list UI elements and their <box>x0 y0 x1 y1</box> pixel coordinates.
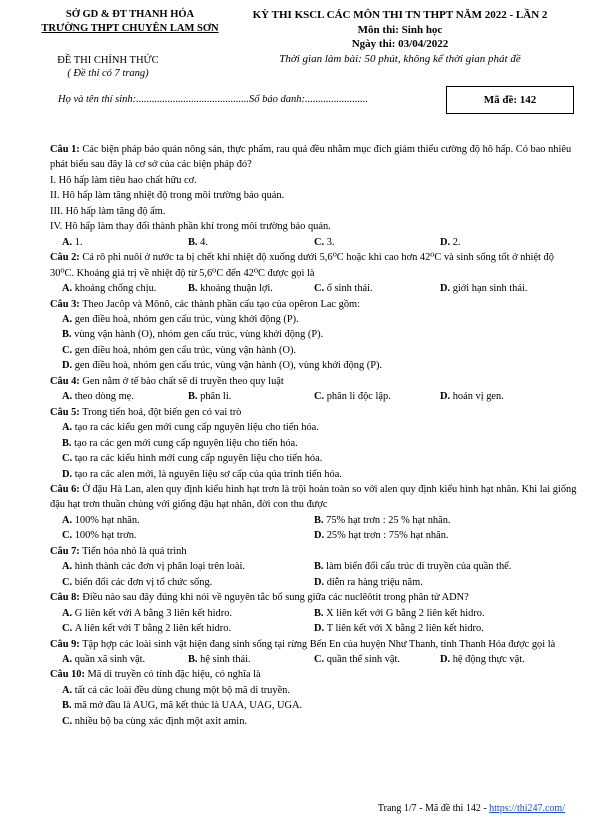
answer-option <box>50 714 578 729</box>
option-text: khoảng chống chịu. <box>74 283 157 295</box>
option-letter: C. <box>314 653 325 665</box>
option-letter: C. <box>62 453 73 465</box>
options-row <box>50 281 578 296</box>
answer-option <box>50 358 578 373</box>
answer-option <box>50 343 578 358</box>
school-name: TRƯỜNG THPT CHUYÊN LAM SƠN <box>41 23 219 34</box>
question-1 <box>50 142 578 173</box>
option-text: quần xã sinh vật. <box>74 653 146 665</box>
exam-title: KỲ THI KSCL CÁC MÔN THI TN THPT NĂM 2022 - LẦN 2 <box>252 9 548 21</box>
option-text: 25% hạt trơn : 75% hạt nhăn. <box>326 530 449 542</box>
option-letter: B. <box>62 437 72 449</box>
answer-option <box>62 281 188 296</box>
answer-option <box>50 683 578 698</box>
option-letter: C. <box>62 344 73 356</box>
answer-option <box>314 528 566 543</box>
question-6 <box>50 482 578 513</box>
option-text: hoán vị gen. <box>452 391 504 403</box>
question-number: Câu 8: <box>50 592 80 604</box>
question-3 <box>50 297 578 312</box>
question-text: Các biện pháp bảo quản nông sản, thực phẩm, rau quả đều nhằm mục đích giảm thiểu cường độ hô hấp. Có bao nhiêu phát biểu sau đây là cơ sở của các biện pháp đó? <box>50 144 572 171</box>
options-row <box>50 621 578 636</box>
answer-option <box>50 327 578 342</box>
question-text: Ở đậu Hà Lan, alen quy định kiểu hình hạt trơn là trội hoàn toàn so với alen quy định kiểu hình hạt nhăn. Khi lai giống đậu hạt trơn thuần chủng với giống đậu hạt nhăn, đời con thu được <box>50 483 577 511</box>
question-number: Câu 10: <box>50 669 85 681</box>
answer-option <box>62 389 188 404</box>
answer-option <box>188 281 314 296</box>
exam-time: Thời gian làm bài: 50 phút, không kể thời gian phát đề <box>279 52 521 65</box>
question-7 <box>50 544 578 559</box>
option-text: vùng vận hành (O), nhóm gen cấu trúc, vùng khởi động (P). <box>74 329 324 341</box>
option-letter: C. <box>62 530 73 542</box>
exam-code-box <box>446 86 574 114</box>
answer-option <box>314 575 566 590</box>
statement: II. Hô hấp làm tăng nhiệt độ trong môi trường bảo quản. <box>50 190 285 202</box>
option-text: G liên kết với A bằng 3 liên kết hidro. <box>74 607 233 619</box>
option-text: X liên kết với G bằng 2 liên kết hidro. <box>326 607 485 619</box>
option-letter: D. <box>440 391 451 403</box>
option-text: 100% hạt trơn. <box>74 530 137 542</box>
answer-option <box>62 606 314 621</box>
option-text: tạo ra các gen mới cung cấp nguyên liệu cho tiến hóa. <box>74 437 298 449</box>
question-text: Tiến hóa nhỏ là quá trình <box>82 545 187 557</box>
option-text: hệ sinh thái. <box>200 653 251 665</box>
option-letter: A. <box>62 561 73 573</box>
option-letter: D. <box>440 236 451 248</box>
option-text: khoảng thuận lợi. <box>200 283 273 295</box>
question-number: Câu 4: <box>50 375 80 387</box>
option-text: 2. <box>452 236 461 248</box>
option-text: 75% hạt trơn : 25 % hạt nhăn. <box>326 514 451 526</box>
questions-list <box>50 142 578 729</box>
answer-option <box>50 698 578 713</box>
question-text: Theo Jacôp và Mônô, các thành phần cấu tạo của opêron Lac gồm: <box>82 298 360 310</box>
option-letter: D. <box>440 653 451 665</box>
question-number: Câu 6: <box>50 483 80 495</box>
statement: III. Hô hấp làm tăng độ ẩm. <box>50 205 166 217</box>
option-text: diễn ra hàng triệu năm. <box>326 576 423 588</box>
options-row <box>50 575 578 590</box>
options-row <box>50 235 578 250</box>
exam-code: Mã đề: 142 <box>483 94 537 106</box>
option-letter: B. <box>62 700 72 712</box>
option-letter: D. <box>314 530 325 542</box>
option-letter: D. <box>62 468 73 480</box>
options-row <box>50 606 578 621</box>
answer-option <box>188 652 314 667</box>
answer-option <box>50 436 578 451</box>
answer-option <box>50 312 578 327</box>
answer-option <box>62 513 314 528</box>
question-9 <box>50 637 578 652</box>
answer-option <box>440 281 566 296</box>
exam-date: Ngày thi: 03/04/2022 <box>351 38 449 50</box>
option-text: hình thành các đơn vị phân loại trên loài. <box>74 561 245 573</box>
answer-option <box>62 559 314 574</box>
option-letter: B. <box>188 283 198 295</box>
option-text: phân li độc lập. <box>326 391 391 403</box>
official-block <box>38 54 178 80</box>
option-text: tạo ra các kiểu gen mới cung cấp nguyên liệu cho tiến hóa. <box>74 422 319 434</box>
option-letter: A. <box>62 422 73 434</box>
answer-option <box>314 235 440 250</box>
answer-option <box>314 606 566 621</box>
option-text: 100% hạt nhăn. <box>74 514 140 526</box>
answer-option <box>314 621 566 636</box>
option-letter: D. <box>62 360 73 372</box>
option-letter: C. <box>62 715 73 727</box>
answer-option <box>50 451 578 466</box>
option-text: gen điều hoà, nhóm gen cấu trúc, vùng vận hành (O). <box>74 344 297 356</box>
option-letter: A. <box>62 607 73 619</box>
option-letter: B. <box>314 607 324 619</box>
question-5 <box>50 405 578 420</box>
option-text: làm biến đổi cấu trúc di truyền của quần thể. <box>326 561 512 573</box>
answer-option <box>62 652 188 667</box>
option-letter: B. <box>314 514 324 526</box>
option-text: 3. <box>326 236 335 248</box>
header-right <box>225 8 575 66</box>
option-text: ổ sinh thái. <box>326 283 373 295</box>
option-text: nhiều bộ ba cùng xác định một axit amin. <box>74 715 247 727</box>
answer-option <box>62 528 314 543</box>
option-letter: D. <box>314 623 325 635</box>
option-text: 4. <box>200 236 208 248</box>
options-row <box>50 513 578 528</box>
question-text: Tập hợp các loài sinh vật hiện đang sinh sống tại rừng Bến En của huyện Như Thanh, tỉnh Thanh Hóa được gọi là <box>82 638 556 650</box>
answer-option <box>440 652 566 667</box>
option-letter: A. <box>62 653 73 665</box>
question-number: Câu 9: <box>50 638 80 650</box>
answer-option <box>62 235 188 250</box>
option-letter: B. <box>188 391 198 403</box>
option-text: 1. <box>74 236 83 248</box>
answer-option <box>314 513 566 528</box>
answer-option <box>62 621 314 636</box>
question-text: Cá rô phi nuôi ở nước ta bị chết khi nhiệt độ xuống dưới 5,6⁰C hoặc khi cao hơn 42⁰C và sinh sống tốt ở nhiệt độ 30⁰C. Khoảng giá trị về nhiệt độ từ 5,6⁰C đến 42⁰C được gọi là <box>50 252 554 279</box>
answer-option <box>188 389 314 404</box>
answer-option <box>314 281 440 296</box>
answer-option <box>314 559 566 574</box>
option-letter: B. <box>188 236 198 248</box>
question-text: Trong tiến hoá, đột biến gen có vai trò <box>82 406 242 418</box>
question-number: Câu 7: <box>50 545 80 557</box>
options-row <box>50 389 578 404</box>
option-letter: A. <box>62 313 73 325</box>
option-letter: C. <box>62 576 73 588</box>
question-number: Câu 2: <box>50 252 80 264</box>
option-text: tạo ra các kiểu hình mới cung cấp nguyên liệu cho tiến hóa. <box>74 453 323 465</box>
answer-option <box>314 652 440 667</box>
question-8 <box>50 590 578 605</box>
option-text: mã mở đầu là AUG, mã kết thúc là UAA, UAG, UGA. <box>74 700 303 712</box>
answer-option <box>50 467 578 482</box>
option-text: gen điều hoà, nhóm gen cấu trúc, vùng khởi động (P). <box>74 313 299 325</box>
option-text: A liên kết với T bằng 2 liên kết hidro. <box>74 623 232 635</box>
question-number: Câu 3: <box>50 298 80 310</box>
option-letter: B. <box>188 653 198 665</box>
statement: IV. Hô hấp làm thay đổi thành phần khí trong môi trường bảo quản. <box>50 221 331 233</box>
question-number: Câu 5: <box>50 406 80 418</box>
option-letter: A. <box>62 514 73 526</box>
candidate-info-line: Họ và tên thí sinh:...........................................Số báo danh:........................ <box>58 94 369 105</box>
option-text: phân li. <box>200 391 232 403</box>
option-letter: B. <box>62 329 72 341</box>
option-text: tất cả các loài đều dùng chung một bộ mã di truyền. <box>74 684 290 696</box>
option-text: gen điều hoà, nhóm gen cấu trúc, vùng vận hành (O), vùng khởi động (P). <box>74 360 383 372</box>
answer-option <box>440 235 566 250</box>
option-letter: C. <box>62 623 73 635</box>
question-4 <box>50 374 578 389</box>
option-text: giới hạn sinh thái. <box>452 283 528 295</box>
question-10 <box>50 667 578 682</box>
page-count: ( Đề thi có 7 trang) <box>67 68 149 79</box>
option-letter: A. <box>62 236 73 248</box>
answer-option <box>188 235 314 250</box>
option-letter: D. <box>440 283 451 295</box>
official-label: ĐỀ THI CHÍNH THỨC <box>57 55 159 66</box>
question-2 <box>50 250 578 281</box>
option-text: hệ động thực vật. <box>452 653 525 665</box>
option-letter: C. <box>314 391 325 403</box>
option-text: quần thể sinh vật. <box>326 653 401 665</box>
footer-page: Trang 1/7 - Mã đề thi 142 - <box>377 803 490 814</box>
org-name: SỞ GD & ĐT THANH HÓA <box>65 9 195 20</box>
options-row <box>50 528 578 543</box>
header-left <box>30 8 230 36</box>
option-letter: C. <box>314 236 325 248</box>
option-letter: D. <box>314 576 325 588</box>
options-row <box>50 559 578 574</box>
option-letter: A. <box>62 391 73 403</box>
option-text: biến đổi các đơn vị tổ chức sống. <box>74 576 213 588</box>
option-text: theo dòng mẹ. <box>74 391 134 403</box>
option-letter: C. <box>314 283 325 295</box>
answer-option <box>62 575 314 590</box>
footer-link[interactable]: https://thi247.com/ <box>489 803 565 814</box>
question-text: Mã di truyền có tính đặc hiệu, có nghĩa là <box>87 669 261 681</box>
exam-subject: Môn thi: Sinh học <box>357 23 443 36</box>
answer-option <box>314 389 440 404</box>
option-letter: A. <box>62 283 73 295</box>
answer-option <box>50 420 578 435</box>
question-text: Gen nằm ở tế bào chất sẽ di truyền theo quy luật <box>82 375 284 387</box>
options-row <box>50 652 578 667</box>
answer-option <box>440 389 566 404</box>
option-letter: A. <box>62 684 73 696</box>
page-footer <box>378 803 565 814</box>
question-text: Điều nào sau đây đúng khi nói về nguyên tắc bổ sung giữa các nuclêôtit trong phân tử ADN? <box>82 592 469 604</box>
option-letter: B. <box>314 561 324 573</box>
option-text: tạo ra các alen mới, là nguyên liệu sơ cấp của qúa trình tiến hóa. <box>74 468 342 480</box>
statement: I. Hô hấp làm tiêu hao chất hữu cơ. <box>50 174 197 186</box>
question-number: Câu 1: <box>50 144 80 155</box>
option-text: T liên kết với X bằng 2 liên kết hidro. <box>326 623 484 635</box>
